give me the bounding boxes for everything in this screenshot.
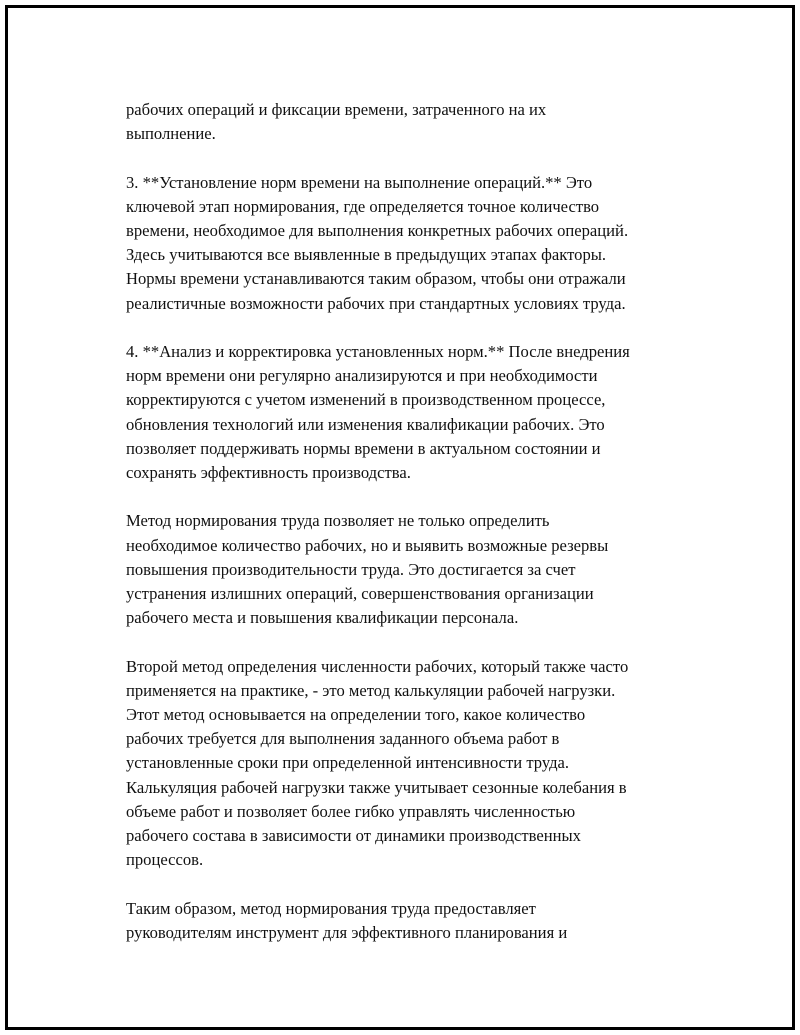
page-content — [126, 98, 701, 969]
paragraph-method-benefits: Метод нормирования труда позволяет не только определить необходимое количество рабочих, но и выявить возможные резервы повышения производительности труда. Это достигается за счет устранения излишних операций, совершенствования организации рабочего места и повышения квалификации персонала. — [126, 511, 609, 628]
paragraph-step-3: 3. **Установление норм времени на выполнение операций.** Это ключевой этап нормирования, где определяется точное количество времени, необходимое для выполнения конкретных рабочих операций. Здесь учитываются все выявленные в предыдущих этапах факторы. Нормы времени устанавливаются таким образом, чтобы они отражали реалистичные возможности рабочих при стандартных условиях труда. — [126, 172, 629, 313]
paragraph-second-method: Второй метод определения численности рабочих, который также часто применяется на практике, - это метод калькуляции рабочей нагрузки. Этот метод основывается на определении того, какое количество рабочих требуется для выполнения заданного объема работ в установленные сроки при определенной интенсивности труда. Калькуляция рабочей нагрузки также учитывает сезонные колебания в объеме работ и позволяет более гибко управлять численностью рабочего состава в зависимости от динамики производственных процессов. — [126, 656, 629, 870]
paragraph-continuation: рабочих операций и фиксации времени, затраченного на их выполнение. — [126, 100, 547, 144]
paragraph-step-4: 4. **Анализ и корректировка установленных норм.** После внедрения норм времени они регулярно анализируются и при необходимости корректируются с учетом изменений в производственном процессе, обновления технологий или изменения квалификации рабочих. Это позволяет поддерживать нормы времени в актуальном состоянии и сохранять эффективность производства. — [126, 342, 630, 483]
page-frame — [5, 5, 795, 1030]
paragraph-conclusion: Таким образом, метод нормирования труда предоставляет руководителям инструмент для эффективного планирования и — [126, 898, 568, 942]
